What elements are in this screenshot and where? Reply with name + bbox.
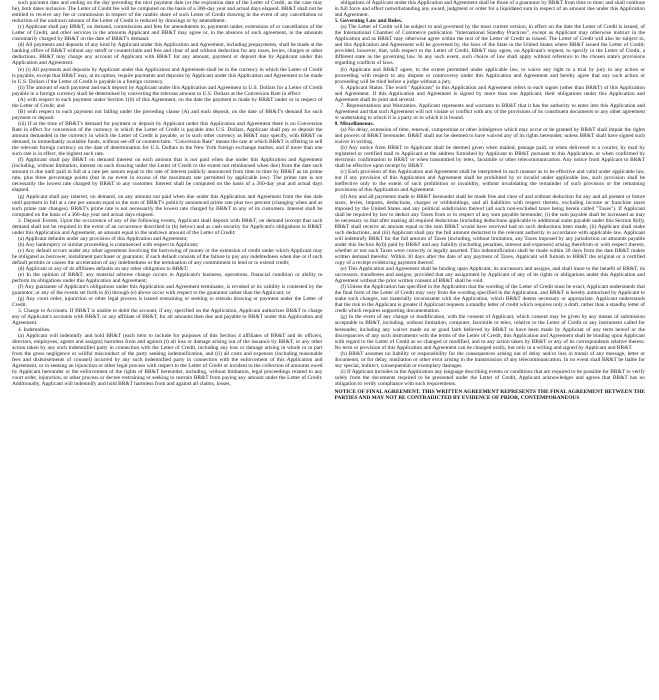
left-column-paragraph: (B) with respect to each payment not falling under the preceding clause (A) and each deposit, on the date of BR&T's demand for such payment or deposit. (12, 108, 323, 121)
left-column-paragraph: (iii) If at the time of BR&T's demand for payment or deposit by Applicant under this Application and Agreement there is no Conversion Rate in effect for conversion of the currency in which the Letter of Credit is payable into U.S. Dollars, Applicant shall pay or deposit the amount demanded in the currency in which the Letter of Credit is payable, or in such other currency as BR&T may specify, with BR&T on demand, in immediately available funds, without set-off or counterclaim. "Conversion Rate" means the rate at which BR&T is offering to sell the relevant foreign currency on the date of determination for U.S. Dollars in the New York foreign exchange market, and if more than one such rate is in effect, the highest such rate. (12, 120, 323, 158)
left-column-paragraph: (e) In the opinion of BR&T, any material adverse change occurs in Applicant's business, operations, financial condition or ability to perform its obligations under this Application and Agreement; (12, 272, 323, 285)
right-column-paragraph: 8. Miscellaneous. (334, 120, 374, 127)
right-column-paragraph: (a) No delay, extension of time, renewal, compromise or other indulgence which may occur or be granted by BR&T shall impair the rights and powers of BR&T hereunder. BR&T shall not be deemed to have waived any of its rights hereunder, unless BR&T shall have signed such waiver in writing. (334, 126, 645, 146)
left-column-paragraph: (b) Any bankruptcy or similar proceeding is commenced with respect to Applicant; (18, 241, 199, 248)
left-column-paragraph: 2. Deposit Events. Upon the occurrence of any of the following events, Applicant shall deposit with BR&T, on demand (except that such demand shall not be required in the event of an occurrence described in (b) below) and as cash security for Applicant's obligations to BR&T under this Application and Agreement, an amount equal to the undrawn amount of the Letter of Credit: (12, 217, 323, 236)
left-column-paragraph: (ii) The amount of each payment and each deposit by Applicant under this Application and Agreement in U.S. Dollars for a Letter of Credit payable in a foreign currency shall be determined by converting the relevant amount to U.S. Dollars at the Conversion Rate in effect: (12, 84, 323, 97)
right-column-paragraph: (b) Applicant and BR&T agree, to the extent permitted under applicable law, to waive any right to a trial by jury in any action or proceeding with respect to any dispute or controversy under this Application and Agreement and hereby agree that any such action or proceeding will be tried before a judge without a jury. (334, 66, 645, 85)
right-column-paragraph: (i) If Applicant includes in the Application any language describing events or conditions that are required to be possible for BR&T to verify solely from the documents required to be presented under the Letter of Credit, Applicant acknowledges and agrees that BR&T has no obligation to verify compliance with such requirements. (334, 368, 645, 387)
right-column-paragraph: obligations of Applicant under this Application and Agreement shall be those of a guarantor by BR&T from time to time; and shall continue in full force and effect notwithstanding any award, judgment or order for a liquidated sum in respect of an amount due under this Application and Agreement. (334, 0, 645, 19)
left-column-paragraph: (a) Applicant defaults under any provision of this Application and Agreement; (18, 235, 188, 242)
right-text-column (335, 0, 646, 700)
left-column-paragraph: (e) (i) All payments and deposits by Applicant under this Application and Agreement shall be in the currency in which the Letter of Credit is payable, except that BR&T may, at its option, require payments and deposits by Applicant under this Application and Agreement to be made in U.S. Dollars if the Letter of Credit is payable in a foreign currency. (12, 66, 323, 85)
right-column-paragraph: NOTICE OF FINAL AGREEMENT. THIS WRITTEN AGREEMENT REPRESENTS THE FINAL AGREEMENT BETWEEN THE PARTIES AND MAY NOT BE CONTRADICTED BY EVIDENCE OF PRIOR, CONTEMPORANEOUS (334, 389, 645, 402)
left-column-paragraph: (d) Applicant or any of its affiliates defaults on any other obligation to BR&T; (18, 266, 189, 273)
left-column-paragraph: (A) with respect to each payment under Section 1(b) of this Agreement, on the date the payment is made by BR&T under or in respect of the Letter of Credit; and (12, 96, 323, 109)
right-column-paragraph: (g) In the event of any change or modification, with the consent of Applicant, which consent may be given by any means of submission acceptable to BR&T, including, without limitation, computer, facsimile or telex, relative to the Letter of Credit or any instrument called for hereunder, including any waiver made on or good faith believed by BR&T to have been made by Applicant of any term hereof or the discrepancies of any such instruments with the terms of the Letter of Credit, this Application and Agreement shall be binding upon Applicant with regard to the Letter of Credit as so changed or modified, and to any action taken by BR&T or any of its correspondents relative thereto. No term or provision of this Application and Agreement can be changed orally, but only in a writing and signed by Applicant and BR&T. (334, 314, 645, 351)
left-column-paragraph: (a) Applicant will indemnify and hold BR&T (each item to include for purposes of this Section 4 affiliates of BR&T and its officers, directors, employees, agents and assigns) harmless from and against (i) all loss or damage arising out of the issuance by BR&T, or any other action taken by any such indemnified party in connection with the Letter of Credit, including any loss or damage arising in whole or in part from the gross negligence or willful misconduct of the party seeking indemnification, and (ii) all costs and expenses (including reasonable fees and disbursements of counsel) incurred by any such indemnified party in connection with the enforcement of this Application and Agreement, or in seeking an injunction or other legal process with respect to the Letter of Credit or incident to the collection of amounts owed by Applicant hereunder or the enforcement of the rights of BR&T hereunder, including, without limitation, legal proceedings related to any court order, injunction, or other process or decree restraining or seeking to restrain BR&T from paying any amount under the Letter of Credit. Additionally, Applicant will indemnify and hold BR&T harmless from and against all claims, losses, (12, 332, 323, 387)
right-column-paragraph: (h) BR&T assumes no liability or responsibility for the consequences arising out of delay and/or loss in transit of any message, letter or documents, or for delay, mutilation or other error arising in the transmission of any telecommunication. In no event shall BR&T be liable for any special, indirect, consequential or exemplary damages. (334, 350, 645, 369)
left-column-paragraph: such payment date and ending on the day preceding the next payment date (or the expiration date of the Letter of Credit, as the case may be), both dates inclusive. The Letter of Credit fee will be computed on the basis of a 360-day year and actual days elapsed. BR&T shall not be entitled to receive any fee or commission in respect of the ratable share of such Letter of Credit drawing in the event of any cancellation or reduction of the undrawn amount of the Letter of Credit is reduced by drawings or by amendment. (12, 0, 323, 25)
left-column-paragraph: (f) Any guarantee of Applicant's obligations under this Application and Agreement terminates, is revoked or its validity is contested by the guarantor, or any of the events set forth in (b) through (e) above occur with respect to the guarantor rather than the Applicant; or (12, 284, 323, 297)
left-column-paragraph: 4. Indemnities. (18, 326, 51, 333)
right-column-paragraph: (c) Each provision of this Application and Agreement shall be interpreted in such manner as to be effective and valid under applicable law, but if any provision of this Application and Agreement shall be prohibited by or invalid under applicable law, such provision shall be ineffective only to the extent of such prohibition or invalidity, without invalidating the remainder of such provision or the remaining provisions of this Application and Agreement. (334, 169, 645, 194)
right-column-paragraph: 7. Representations and Warranties. Applicant represents and warrants to BR&T that it has the authority to enter into this Application and Agreement and that such Agreement will not violate or conflict with any of the provisions of its constituent documents or any other agreement or undertaking to which it is a party or to which it is bound. (334, 102, 645, 121)
left-column-paragraph: (c) Applicant shall pay BR&T, on demand, commissions and fees for amendments to, payments under, extensions of or cancellation of the Letter of Credit, and other services in the amounts Applicant and BR&T may agree or, in the absence of such agreement, in the amounts customarily charged by BR&T on the date of BR&T's demand. (12, 24, 323, 43)
right-column-paragraph: (d) Any and all payments made to BR&T hereunder shall be made free and clear of and without deduction for any and all present or future taxes, levies, imposts, deductions, charges or withholdings, and all liabilities with respect thereto, excluding income or franchise taxes imposed by the United States and any political subdivision thereof (all such non-excluded taxes being herein called "Taxes"). If Applicant shall be required by law to deduct any Taxes from or in respect of any sum payable hereunder, (i) the sum payable shall be increased as may be necessary so that after making all required deductions (including deductions applicable to additional sums payable under this Section 8(d)), BR&T shall receive an amount equal to the sum BR&T would have received had no such deductions been made, (ii) Applicant shall make such deductions, and (iii) Applicant shall pay the full amount deducted to the relevant authority in accordance with applicable law. Applicant will indemnify BR&T for the full amount of Taxes (including, without limitation, any Taxes imposed by any jurisdiction on amounts payable under this Section 8(d)) paid by BR&T and any liability (including penalties, interest and expenses) arising therefrom or with respect thereto, whether or not such Taxes were correctly or legally asserted. This indemnification shall be made within 30 days from the date BR&T makes written demand therefor. Within 30 days after the date of any payment of Taxes, Applicant will furnish to BR&T the original or a certified copy of a receipt evidencing payment thereof. (334, 193, 645, 267)
left-column-paragraph: (f) Applicant shall pay BR&T on demand interest on each amount that is not paid when due under this Application and Agreement (including, without limitation, interest on each drawing under the Letter of Credit to the extent not reimbursed when due) from the date such amount is due until paid in full at a rate per annum equal to the rate of interest publicly announced from time to time by BR&T as its prime rate, plus three percentage points (but in no event in excess of the maximum rate permitted by applicable law). The prime rate is not necessarily the lowest rate charged by BR&T to any customer. Interest shall be computed on the basis of a 360-day year and actual days elapsed. (12, 157, 323, 194)
left-text-column (12, 0, 323, 700)
right-column-paragraph: (a) The Letter of Credit will be subject to and governed by the most current version, in effect on the date the Letter of Credit is issued, of the International Chamber of Commerce publication "International Standby Practices", except as Applicant may otherwise instruct in the Application and as BR&T may otherwise agree within the text of the Letter of Credit as issued. The Letter of Credit will also be subject to, and this Application and Agreement will be governed by, the laws of the State in the United States where BR&T issued the Letter of Credit; provided, however, that, with respect to the Letter of Credit, BR&T may agree, on Applicant's request, to specify in the Letter of Credit, a different state as the governing law. In any such event, such choice of law shall apply without reference to the chosen state's provisions regarding conflicts of laws. (334, 24, 645, 67)
left-column-paragraph: 3. Charge to Accounts. If BR&T is unable to debit the account, if any, specified on the Application, Applicant authorizes BR&T to charge any of Applicant's accounts with BR&T, or any affiliate of BR&T, for all amounts then due and payable to BR&T under this Application and Agreement. (12, 308, 323, 327)
right-column-paragraph: (e) This Application and Agreement shall be binding upon Applicant, its successors and assigns, and shall inure to the benefit of BR&T, its successors, transferees and assigns; provided that any assignment by Applicant of any of its rights or obligations under this Application and Agreement without the prior written consent of BR&T shall be void. (334, 266, 645, 285)
right-column-paragraph: (f) Unless the Application has specified in the Application that the wording of the Letter of Credit must be exact, Applicant understands that the final form of the Letter of Credit may vary from the wording specified in the Application, and BR&T is hereby authorized by Applicant to make such changes, not materially inconsistent with the Application, which BR&T deems necessary or appropriate. Applicant understands that the risk to the Applicant is greater if Applicant requests a standby letter of credit which requires only a draft, rather than a standby letter of credit which requires supporting documentation. (334, 284, 645, 315)
left-column-paragraph: (g) Applicant shall pay interest, on demand, on any amount not paid when due under this Application and Agreement from the due date until payment in full at a rate per annum equal to the sum of BR&T's publicly announced prime rate plus two percent (changing when and as such prime rate changes). BR&T's prime rate is not necessarily the lowest rate charged by BR&T to any of its customers. Interest shall be computed on the basis of a 360-day year and actual days elapsed. (12, 193, 323, 218)
right-column-paragraph: 6. Applicant Status. The word "Applicant" in this Application and Agreement refers to each signer (other than BR&T) of this Application and Agreement. If this Application and Agreement is signed by more than one Applicant, their obligations under this Application and Agreement shall be joint and several. (334, 84, 645, 103)
right-column-paragraph: (b) Any notice from BR&T to Applicant shall be deemed given when mailed, postage paid, or when delivered to a courier, by mail by registered or certified mail to Applicant at the address furnished by Applicant to BR&T pursuant to this Application, or when confirmed by electronic confirmation to BR&T or when transmitted by telex, facsimile or other telecommunication. Any notice from Applicant to BR&T shall be effective upon receipt by BR&T. (334, 145, 645, 170)
left-column-paragraph: (d) All payments and deposits of any kind by Applicant under this Application and Agreement, including prepayments, shall be made at the banking office of BR&T without any setoff or counterclaim and free and clear of and without deduction for any taxes, levies, charges or other deductions. BR&T may charge any account of Applicant with BR&T for any amount, payment or deposit due by Applicant under this Application and Agreement. (12, 42, 323, 67)
left-column-paragraph: (c) Any default occurs under any other agreement involving the borrowing of money or the extension of credit under which Applicant may be obligated as borrower, installment purchaser or guarantor, if such default consists of the failure to pay any indebtedness when due or if such default permits or causes the acceleration of any indebtedness or the termination of any commitment to lend or to extend credit; (12, 247, 323, 267)
right-column-paragraph: 5. Governing Law and Rules. (334, 18, 403, 25)
left-column-paragraph: (g) Any court order, injunction or other legal process is issued restraining or seeking to restrain drawing or payment under the Letter of Credit. (12, 296, 323, 309)
